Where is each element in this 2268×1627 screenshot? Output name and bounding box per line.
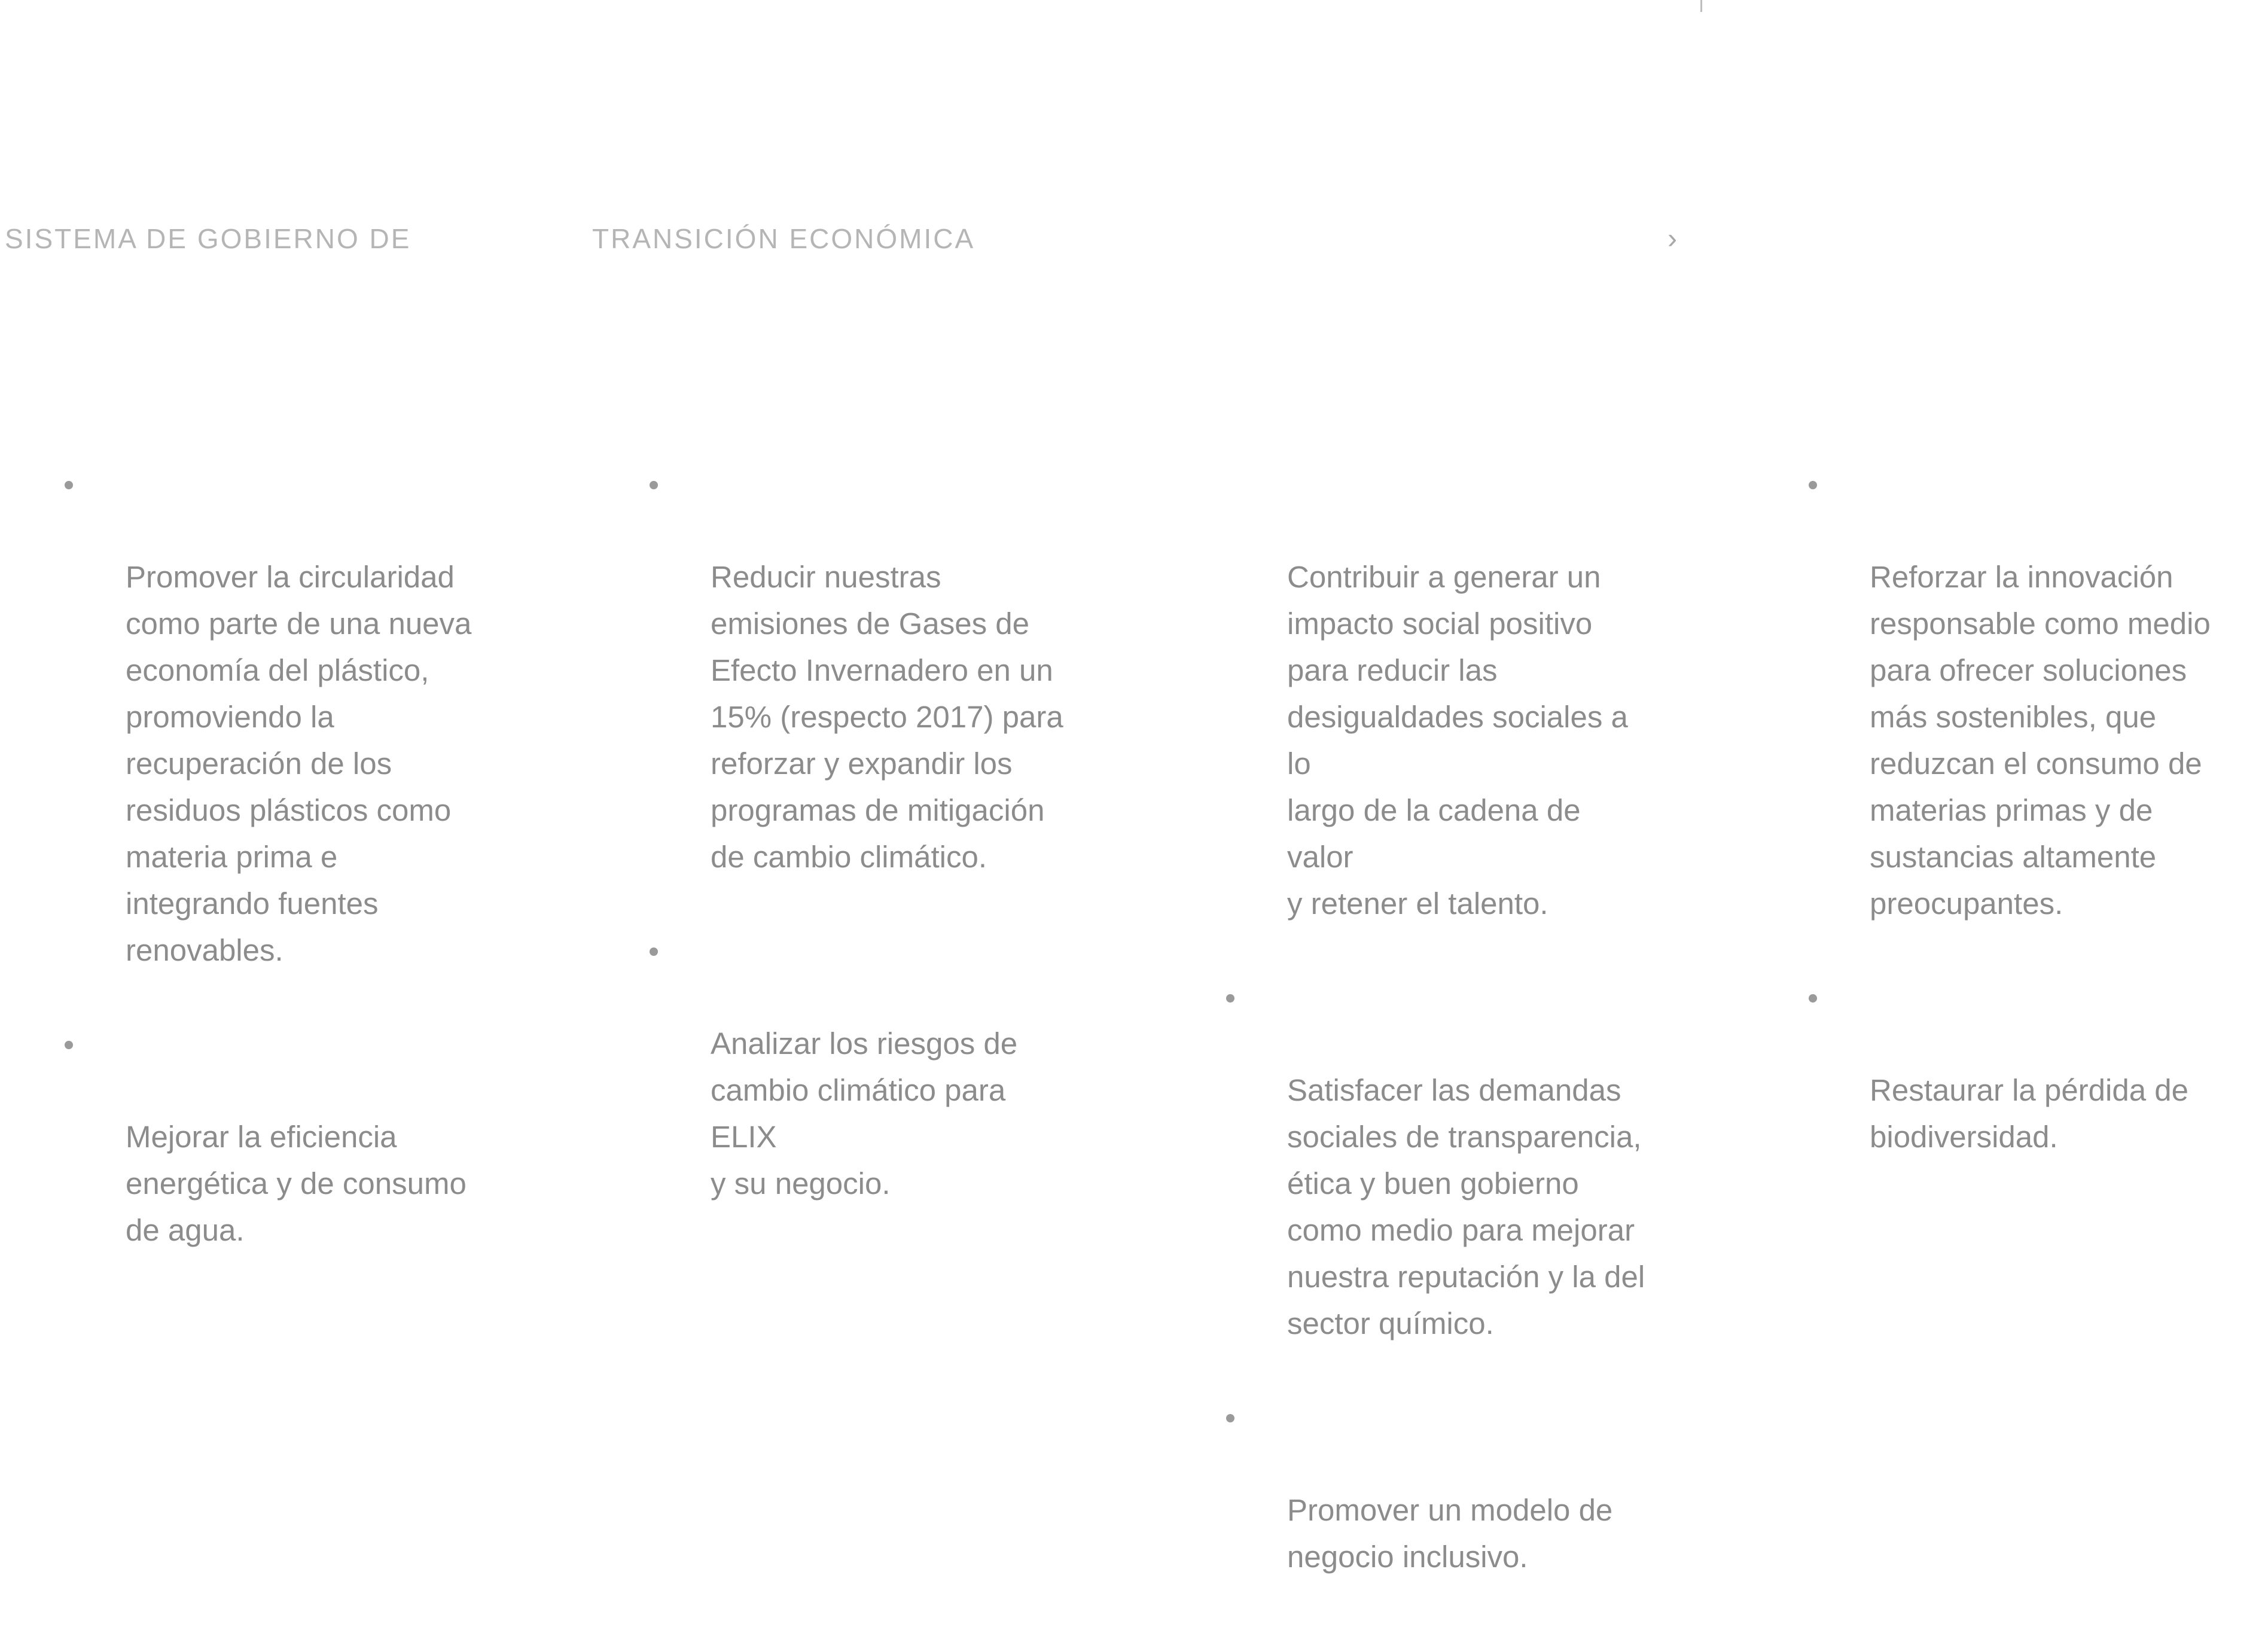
goal-item bbox=[1804, 974, 2235, 1160]
chevron-right-icon[interactable]: › bbox=[1668, 223, 1677, 255]
goal-text: Restaurar la pérdida de biodiversidad. bbox=[1870, 1073, 2188, 1154]
goals-column-1 bbox=[60, 461, 490, 1300]
goal-list bbox=[1221, 461, 1652, 1580]
goal-text: Promover la circularidad como parte de una nueva economía del plástico, promoviendo la recuperación de los residuos plásticos como materia prima e integrando fuentes renovables. bbox=[126, 560, 472, 967]
goal-text: Contribuir a generar un impacto social positivo para reducir las desigualdades sociales a lo largo de la cadena de valor y retener el talento. bbox=[1287, 560, 1628, 921]
header-label-center: TRANSICIÓN ECONÓMICA bbox=[592, 223, 976, 254]
goal-list bbox=[60, 461, 490, 1254]
goal-text: Satisfacer las demandas sociales de transparencia, ética y buen gobierno como medio para mejorar nuestra reputación y la del sector químico. bbox=[1287, 1073, 1645, 1340]
goal-text: Mejorar la eficiencia energética y de consumo de agua. bbox=[126, 1120, 467, 1247]
goal-item bbox=[1221, 461, 1652, 927]
bullet-icon bbox=[650, 481, 658, 489]
goal-item bbox=[60, 1020, 490, 1254]
goal-text: Reforzar la innovación responsable como medio para ofrecer soluciones más sostenibles, que reduzcan el consumo de materias primas y de sustancias altamente preocupantes. bbox=[1870, 560, 2211, 921]
bullet-icon bbox=[65, 1041, 73, 1049]
goal-text: Reducir nuestras emisiones de Gases de Efecto Invernadero en un 15% (respecto 2017) para reforzar y expandir los programas de mitigación de cambio climático. bbox=[711, 560, 1063, 874]
goal-list bbox=[1804, 461, 2235, 1160]
goals-column-2 bbox=[645, 461, 1075, 1254]
goals-column-3 bbox=[1221, 461, 1652, 1627]
bullet-icon bbox=[65, 481, 73, 489]
bullet-icon bbox=[1226, 994, 1234, 1003]
goal-list bbox=[645, 461, 1075, 1207]
section-header bbox=[0, 223, 2268, 258]
bullet-icon bbox=[1809, 481, 1817, 489]
header-label-left: SISTEMA DE GOBIERNO DE bbox=[5, 223, 411, 254]
goal-text: Analizar los riesgos de cambio climático para ELIX y su negocio. bbox=[711, 1026, 1018, 1201]
bullet-icon bbox=[650, 947, 658, 956]
goal-item bbox=[1221, 974, 1652, 1347]
goal-text: Promover un modelo de negocio inclusivo. bbox=[1287, 1493, 1613, 1574]
top-tick-mark bbox=[1700, 0, 1702, 12]
bullet-icon bbox=[1226, 1414, 1234, 1422]
goal-item bbox=[645, 927, 1075, 1207]
goal-item bbox=[1221, 1394, 1652, 1580]
goal-item bbox=[645, 461, 1075, 880]
goals-column-4 bbox=[1804, 461, 2235, 1207]
goal-item bbox=[1804, 461, 2235, 927]
goal-item bbox=[60, 461, 490, 974]
bullet-icon bbox=[1809, 994, 1817, 1003]
